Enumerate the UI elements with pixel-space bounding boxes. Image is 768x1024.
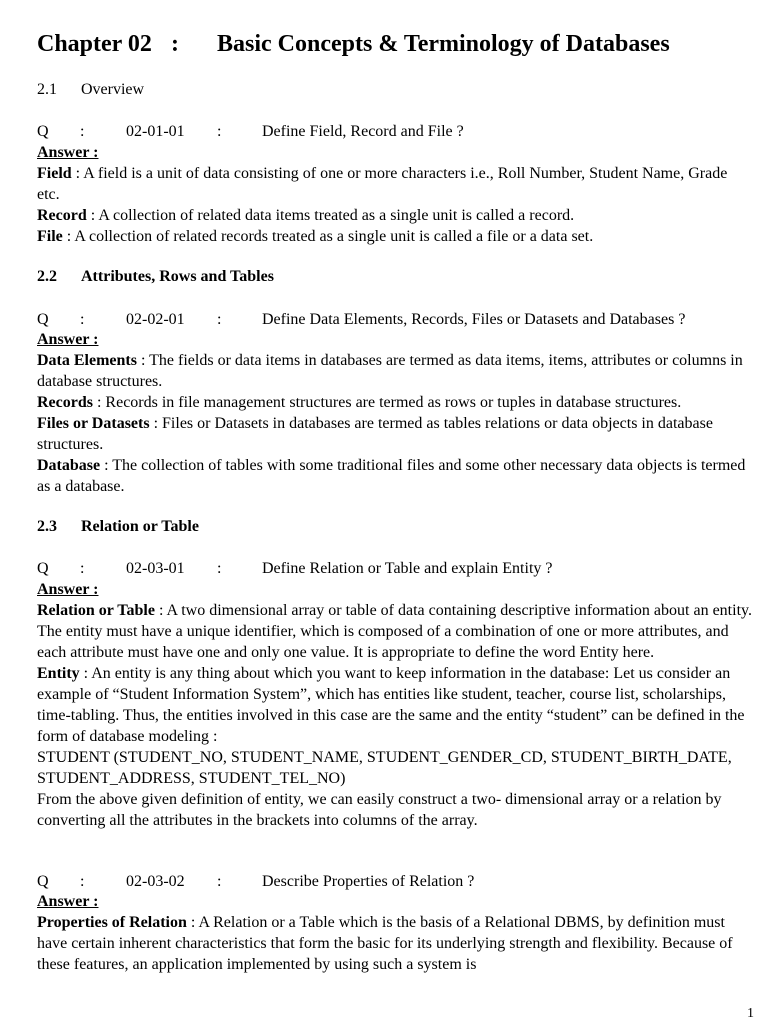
question-text: Define Data Elements, Records, Files or Datasets and Databases ? — [262, 311, 686, 328]
definition: : A collection of related data items treated as a single unit is called a record. — [86, 207, 575, 224]
question-label: Q — [37, 560, 49, 577]
question-colon: : — [217, 560, 222, 577]
term: Database — [37, 457, 101, 474]
question-id: 02-02-01 — [126, 311, 185, 328]
answer-label: Answer : — [37, 893, 99, 910]
answer-block — [37, 579, 753, 831]
section-number: 2.1 — [37, 81, 57, 98]
term: Entity — [37, 665, 80, 682]
question-text: Define Relation or Table and explain Entity ? — [262, 560, 553, 577]
answer-paragraph — [37, 912, 753, 975]
question-colon: : — [80, 873, 85, 890]
answer-paragraph — [37, 600, 753, 663]
question-id: 02-03-01 — [126, 560, 185, 577]
question-colon: : — [80, 560, 85, 577]
answer-block — [37, 329, 753, 497]
answer-paragraph — [37, 226, 753, 247]
answer-label: Answer : — [37, 331, 99, 348]
definition: : A Relation or a Table which is the basis of a Relational DBMS, by definition must have certain inherent characteristics that form the basic for its underlying strength and flexibility. Because of these features, an application implemented by using such a system is — [37, 914, 733, 973]
answer-block — [37, 891, 753, 975]
definition: : The collection of tables with some traditional files and some other necessary data objects is termed as a database. — [37, 457, 746, 495]
answer-label: Answer : — [37, 581, 99, 598]
section-title: Relation or Table — [81, 518, 199, 535]
section-number: 2.3 — [37, 518, 57, 535]
answer-paragraph — [37, 392, 753, 413]
definition: : A two dimensional array or table of data containing descriptive information about an entity. The entity must have a unique identifier, which is composed of a combination of one or more attributes, and each attribute must have one and only one value. It is appropriate to define the word Entity here. — [37, 602, 752, 661]
answer-block — [37, 142, 753, 247]
chapter-colon: : — [171, 31, 179, 57]
answer-paragraph — [37, 350, 753, 392]
question-text: Describe Properties of Relation ? — [262, 873, 475, 890]
question-label: Q — [37, 311, 49, 328]
answer-paragraph — [37, 205, 753, 226]
definition: : Records in file management structures are termed as rows or tuples in database structures. — [92, 394, 682, 411]
term: File — [37, 228, 63, 245]
question-colon: : — [80, 311, 85, 328]
question-colon: : — [80, 123, 85, 140]
term: Records — [37, 394, 93, 411]
term: Properties of Relation — [37, 914, 187, 931]
question-id: 02-03-02 — [126, 873, 185, 890]
answer-paragraph — [37, 663, 753, 747]
question-colon: : — [217, 873, 222, 890]
question-label: Q — [37, 873, 49, 890]
answer-paragraph — [37, 455, 753, 497]
term: Record — [37, 207, 87, 224]
answer-paragraph — [37, 163, 753, 205]
term: Relation or Table — [37, 602, 155, 619]
answer-paragraph: From the above given definition of entity, we can easily construct a two- dimensional array or a relation by converting all the attributes in the brackets into columns of the array. — [37, 791, 722, 829]
question-colon: : — [217, 123, 222, 140]
definition: : A collection of related records treated as a single unit is called a file or a data set. — [62, 228, 594, 245]
term: Files or Datasets — [37, 415, 150, 432]
answer-paragraph — [37, 413, 753, 455]
answer-label: Answer : — [37, 144, 99, 161]
section-title: Overview — [81, 81, 145, 98]
definition: : The fields or data items in databases are termed as data items, items, attributes or columns in database structures. — [37, 352, 743, 390]
question-text: Define Field, Record and File ? — [262, 123, 464, 140]
term: Data Elements — [37, 352, 137, 369]
question-label: Q — [37, 123, 49, 140]
definition: : A field is a unit of data consisting of one or more characters i.e., Roll Number, Student Name, Grade etc. — [37, 165, 728, 203]
page-number: 1 — [747, 1006, 754, 1021]
chapter-number: Chapter 02 — [37, 31, 152, 57]
definition: : An entity is any thing about which you want to keep information in the database: Let us consider an example of “Student Information System”, which has entities like student, teacher, course list, scholarships, time-tabling. Thus, the entities involved in this case are the same and the entity “student” can be defined in the form of database modeling : — [37, 665, 745, 745]
question-id: 02-01-01 — [126, 123, 185, 140]
section-title: Attributes, Rows and Tables — [81, 268, 274, 285]
entity-schema: STUDENT (STUDENT_NO, STUDENT_NAME, STUDENT_GENDER_CD, STUDENT_BIRTH_DATE, STUDENT_ADDRESS, STUDENT_TEL_NO) — [37, 749, 732, 787]
section-number: 2.2 — [37, 268, 57, 285]
question-colon: : — [217, 311, 222, 328]
chapter-title: Basic Concepts & Terminology of Databases — [217, 31, 670, 57]
term: Field — [37, 165, 72, 182]
definition: : Files or Datasets in databases are termed as tables relations or data objects in database structures. — [37, 415, 713, 453]
